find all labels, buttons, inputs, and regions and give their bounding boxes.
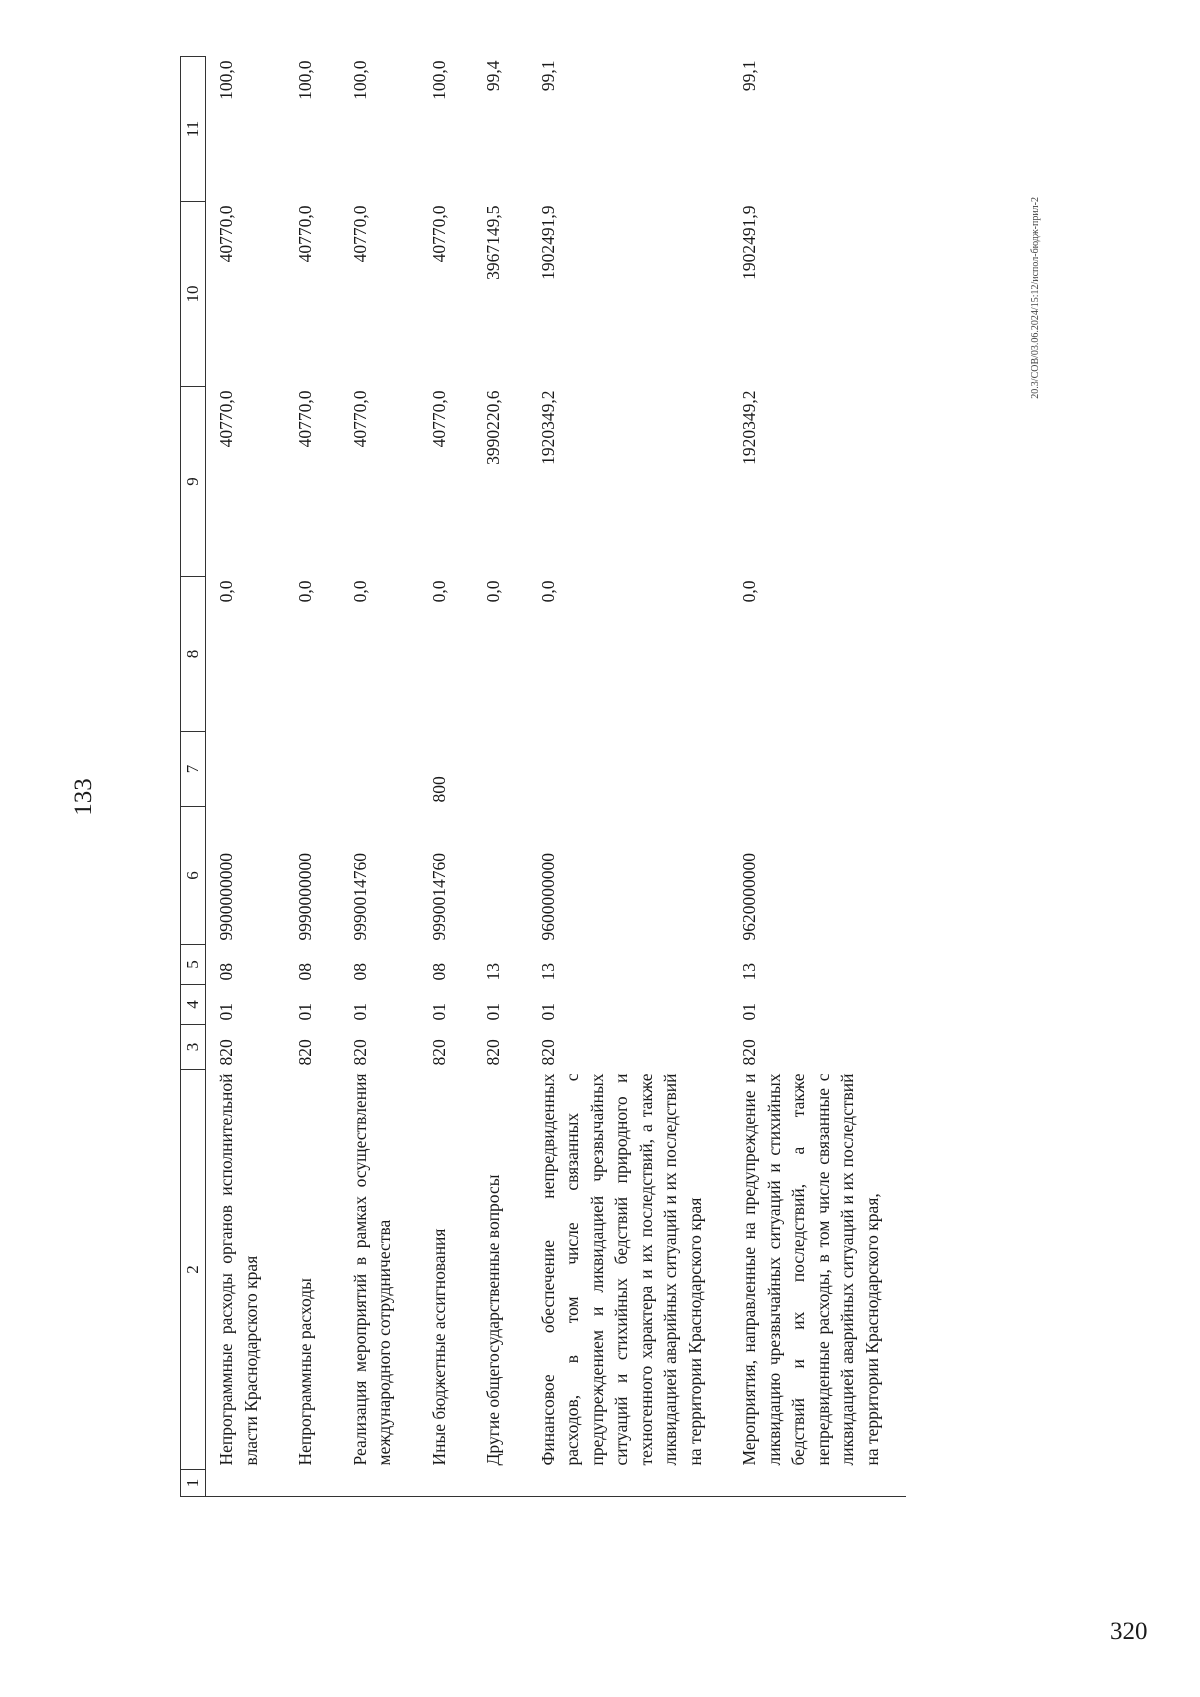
row-col3: 820 — [349, 1039, 370, 1066]
row-col5: 13 — [739, 963, 759, 981]
row-col5: 08 — [216, 963, 236, 981]
row-col10: 40770,0 — [216, 205, 236, 263]
row-col7 — [285, 732, 340, 807]
row-col11: 100,0 — [349, 60, 370, 100]
row-col3: 820 — [483, 1039, 503, 1066]
row-description: Мероприятия, направленные на предупреждение и ликвидацию чрезвычайных ситуаций и стихийных бедствий и их последствий, а также непредвиденные расходы, в том числе связанные с ликвидацией аварийных ситуаций и их последствий на территории Краснодарского края, — [739, 1073, 882, 1466]
row-col6: 9990000000 — [295, 853, 315, 941]
row-col5: 08 — [349, 963, 370, 981]
row-col3: 820 — [428, 1039, 449, 1066]
row-col10: 40770,0 — [349, 205, 370, 263]
row-col9: 3990220,6 — [483, 390, 503, 465]
row-col6: 9990014760 — [428, 853, 449, 941]
row-col3: 820 — [295, 1039, 315, 1066]
col-header: 7 — [181, 732, 206, 807]
row-col10: 3967149,5 — [483, 205, 503, 280]
row-col9: 40770,0 — [428, 390, 449, 448]
row-col10: 1902491,9 — [537, 205, 558, 280]
row-col5: 13 — [483, 963, 503, 981]
table-row — [285, 57, 340, 1497]
row-col4: 01 — [295, 1003, 315, 1021]
page-number-bottom: 320 — [1110, 1618, 1148, 1645]
row-col4: 01 — [739, 1003, 759, 1021]
row-col11: 100,0 — [216, 60, 236, 100]
row-col8: 0,0 — [349, 580, 370, 603]
row-col9: 40770,0 — [295, 390, 315, 448]
row-col8: 0,0 — [739, 580, 759, 603]
row-cell-empty — [528, 1470, 730, 1497]
col-header: 3 — [181, 1025, 206, 1070]
row-cell-empty — [419, 1470, 474, 1497]
table-row — [473, 57, 528, 1497]
row-col8: 0,0 — [295, 580, 315, 603]
page-number-top: 133 — [70, 778, 97, 816]
row-description: Непрограммные расходы органов исполнительной власти Краснодарского края — [216, 1073, 261, 1466]
col-header: 4 — [181, 985, 206, 1025]
row-col11: 99,1 — [537, 60, 558, 92]
col-header: 11 — [181, 57, 206, 202]
row-col5: 08 — [295, 963, 315, 981]
table-row — [206, 57, 286, 1497]
row-col8: 0,0 — [537, 580, 558, 603]
col-header: 8 — [181, 577, 206, 732]
row-col5: 08 — [428, 963, 449, 981]
col-header: 2 — [181, 1070, 206, 1470]
row-cell-empty — [473, 1470, 528, 1497]
row-cell-empty — [285, 1470, 340, 1497]
row-description: Другие общегосударственные вопросы — [483, 1174, 503, 1466]
row-col3: 820 — [739, 1039, 759, 1066]
row-col9: 1920349,2 — [537, 390, 558, 465]
table-row — [729, 57, 906, 1497]
rotated-page — [70, 57, 1070, 1537]
row-description: Финансовое обеспечение непредвиденных расходов, в том числе связанных с предупреждением и ликвидацией чрезвычайных ситуаций и стихийных бедствий природного и техногенного характера и их последствий, а также ликвидацией аварийных ситуаций и их последствий на территории Краснодарского края — [537, 1073, 705, 1466]
row-col9: 1920349,2 — [739, 390, 759, 465]
row-col9: 40770,0 — [216, 390, 236, 448]
row-col10: 40770,0 — [428, 205, 449, 263]
row-col6: 9620000000 — [739, 853, 759, 941]
row-cell-empty — [206, 1470, 286, 1497]
row-col9: 40770,0 — [349, 390, 370, 448]
row-col6 — [473, 807, 528, 945]
row-col4: 01 — [428, 1003, 449, 1021]
row-col4: 01 — [483, 1003, 503, 1021]
row-col5: 13 — [537, 963, 558, 981]
row-col8: 0,0 — [428, 580, 449, 603]
row-col11: 100,0 — [428, 60, 449, 100]
col-header: 6 — [181, 807, 206, 945]
row-col4: 01 — [537, 1003, 558, 1021]
row-col6: 9990014760 — [349, 853, 370, 941]
table-row — [528, 57, 730, 1497]
col-header: 1 — [181, 1470, 206, 1497]
row-description: Непрограммные расходы — [295, 1278, 315, 1466]
row-col8: 0,0 — [216, 580, 236, 603]
row-col4: 01 — [216, 1003, 236, 1021]
row-col7 — [473, 732, 528, 807]
row-col7 — [206, 732, 286, 807]
row-col3: 820 — [216, 1039, 236, 1066]
col-header: 9 — [181, 387, 206, 577]
row-col8: 0,0 — [483, 580, 503, 603]
row-col11: 100,0 — [295, 60, 315, 100]
row-col4: 01 — [349, 1003, 370, 1021]
row-col7 — [340, 732, 419, 807]
row-cell-empty — [340, 1470, 419, 1497]
row-col7 — [528, 732, 730, 807]
col-header: 10 — [181, 202, 206, 387]
row-col11: 99,1 — [739, 60, 759, 92]
table-row — [340, 57, 419, 1497]
row-description: Реализация мероприятий в рамках осуществления международного сотрудничества — [349, 1073, 394, 1466]
row-col3: 820 — [537, 1039, 558, 1066]
row-col7 — [729, 732, 906, 807]
row-col7: 800 — [428, 776, 449, 803]
row-cell-empty — [729, 1470, 906, 1497]
row-col10: 1902491,9 — [739, 205, 759, 280]
row-description: Иные бюджетные ассигнования — [428, 1228, 449, 1466]
row-col10: 40770,0 — [295, 205, 315, 263]
footer-code: 20.3/СОВ/03.06.2024/15:12/испол-бюдж-прил-2 — [1030, 197, 1041, 399]
table-row — [419, 57, 474, 1497]
table-header-row — [181, 57, 206, 1497]
budget-table — [180, 56, 906, 1497]
col-header: 5 — [181, 945, 206, 985]
row-col6: 9900000000 — [216, 853, 236, 941]
row-col6: 9600000000 — [537, 853, 558, 941]
row-col11: 99,4 — [483, 60, 503, 92]
